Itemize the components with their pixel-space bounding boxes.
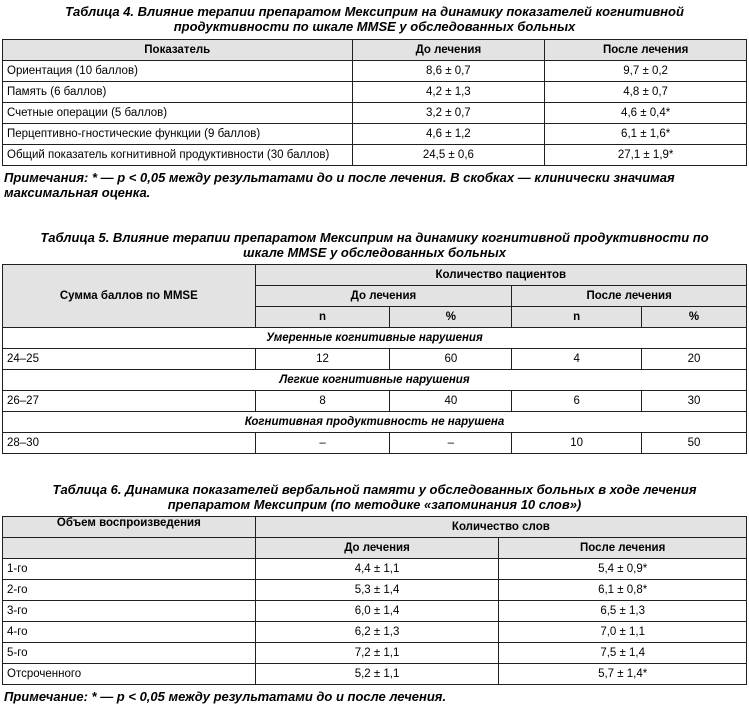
header-volume: Объем воспроизведения xyxy=(3,517,256,538)
header-after: После лечения xyxy=(512,286,747,307)
table-4-caption: Таблица 4. Влияние терапии препаратом Мексиприм на динамику показателей когнитивной продуктивности по шкале MMSE у обследованных больных xyxy=(65,4,684,34)
table-5 xyxy=(2,264,747,454)
cell-after: 6,1 ± 1,6* xyxy=(545,124,747,145)
section-row xyxy=(3,370,747,391)
cell-before: 5,3 ± 1,4 xyxy=(255,580,499,601)
header-before: До лечения xyxy=(255,286,512,307)
cell-before: 7,2 ± 1,1 xyxy=(255,643,499,664)
cell-before-n: 12 xyxy=(255,349,390,370)
cell-after: 6,1 ± 0,8* xyxy=(499,580,747,601)
cell-before: 3,2 ± 0,7 xyxy=(352,103,545,124)
cell-after: 27,1 ± 1,9* xyxy=(545,145,747,166)
table-6-caption: Таблица 6. Динамика показателей вербальной памяти у обследованных больных в ходе лечения препаратом Мексиприм (по методике «запоминания 10 слов») xyxy=(52,482,697,512)
table-row xyxy=(3,601,747,622)
cell-before-n: 8 xyxy=(255,391,390,412)
header-percent: % xyxy=(642,307,747,328)
cell-before: 5,2 ± 1,1 xyxy=(255,664,499,685)
table-4-note: Примечания: * — p < 0,05 между результатами до и после лечения. В скобках — клинически значимая максимальная оценка. xyxy=(4,170,675,200)
cell-volume: 2-го xyxy=(3,580,256,601)
cell-volume: 4-го xyxy=(3,622,256,643)
header-indicator: Показатель xyxy=(3,40,353,61)
table-row xyxy=(3,664,747,685)
cell-after: 5,7 ± 1,4* xyxy=(499,664,747,685)
cell-before: 8,6 ± 0,7 xyxy=(352,61,545,82)
cell-score: 24–25 xyxy=(3,349,256,370)
cell-before-percent: 40 xyxy=(390,391,512,412)
cell-before: 6,0 ± 1,4 xyxy=(255,601,499,622)
table-header-row xyxy=(3,517,747,538)
cell-volume: 5-го xyxy=(3,643,256,664)
cell-after-percent: 20 xyxy=(642,349,747,370)
header-words: Количество слов xyxy=(255,517,746,538)
cell-volume: 3-го xyxy=(3,601,256,622)
table-row xyxy=(3,433,747,454)
cell-after: 4,8 ± 0,7 xyxy=(545,82,747,103)
header-before: До лечения xyxy=(255,538,499,559)
header-before: До лечения xyxy=(352,40,545,61)
cell-after-n: 6 xyxy=(512,391,642,412)
header-n: n xyxy=(255,307,390,328)
table-row xyxy=(3,391,747,412)
table-row xyxy=(3,61,747,82)
cell-after-n: 10 xyxy=(512,433,642,454)
cell-after: 9,7 ± 0,2 xyxy=(545,61,747,82)
cell-before-percent: 60 xyxy=(390,349,512,370)
header-score: Сумма баллов по MMSE xyxy=(3,265,256,328)
table-header-row xyxy=(3,265,747,286)
header-patients: Количество пациентов xyxy=(255,265,746,286)
cell-indicator: Перцептивно-гностические функции (9 баллов) xyxy=(3,124,353,145)
cell-score: 26–27 xyxy=(3,391,256,412)
table-4 xyxy=(2,39,747,166)
cell-after: 6,5 ± 1,3 xyxy=(499,601,747,622)
cell-before: 6,2 ± 1,3 xyxy=(255,622,499,643)
table-5-section xyxy=(0,230,749,454)
table-row xyxy=(3,559,747,580)
cell-before: 24,5 ± 0,6 xyxy=(352,145,545,166)
cell-after: 5,4 ± 0,9* xyxy=(499,559,747,580)
cell-after-percent: 50 xyxy=(642,433,747,454)
cell-volume: Отсроченного xyxy=(3,664,256,685)
cell-score: 28–30 xyxy=(3,433,256,454)
cell-indicator: Общий показатель когнитивной продуктивности (30 баллов) xyxy=(3,145,353,166)
table-header-row xyxy=(3,538,747,559)
table-6-note: Примечание: * — p < 0,05 между результатами до и после лечения. xyxy=(4,689,447,704)
table-row xyxy=(3,643,747,664)
cell-after-n: 4 xyxy=(512,349,642,370)
table-4-section xyxy=(0,4,749,200)
cell-before-n: – xyxy=(255,433,390,454)
cell-indicator: Счетные операции (5 баллов) xyxy=(3,103,353,124)
table-6 xyxy=(2,516,747,685)
cell-indicator: Ориентация (10 баллов) xyxy=(3,61,353,82)
table-row xyxy=(3,103,747,124)
section-title: Когнитивная продуктивность не нарушена xyxy=(3,412,747,433)
table-row xyxy=(3,124,747,145)
cell-before: 4,4 ± 1,1 xyxy=(255,559,499,580)
table-row xyxy=(3,580,747,601)
table-row xyxy=(3,349,747,370)
table-6-section xyxy=(0,482,749,704)
table-header-row xyxy=(3,40,747,61)
section-title: Легкие когнитивные нарушения xyxy=(3,370,747,391)
header-empty xyxy=(3,538,256,559)
cell-before: 4,6 ± 1,2 xyxy=(352,124,545,145)
cell-indicator: Память (6 баллов) xyxy=(3,82,353,103)
cell-volume: 1-го xyxy=(3,559,256,580)
cell-before: 4,2 ± 1,3 xyxy=(352,82,545,103)
cell-after: 7,0 ± 1,1 xyxy=(499,622,747,643)
cell-after: 4,6 ± 0,4* xyxy=(545,103,747,124)
table-row xyxy=(3,145,747,166)
header-after: После лечения xyxy=(499,538,747,559)
cell-after-percent: 30 xyxy=(642,391,747,412)
table-row xyxy=(3,82,747,103)
header-n: n xyxy=(512,307,642,328)
header-percent: % xyxy=(390,307,512,328)
table-row xyxy=(3,622,747,643)
section-row xyxy=(3,328,747,349)
cell-before-percent: – xyxy=(390,433,512,454)
cell-after: 7,5 ± 1,4 xyxy=(499,643,747,664)
section-title: Умеренные когнитивные нарушения xyxy=(3,328,747,349)
header-after: После лечения xyxy=(545,40,747,61)
section-row xyxy=(3,412,747,433)
table-5-caption: Таблица 5. Влияние терапии препаратом Мексиприм на динамику когнитивной продуктивности по шкале MMSE у обследованных больных xyxy=(40,230,709,260)
